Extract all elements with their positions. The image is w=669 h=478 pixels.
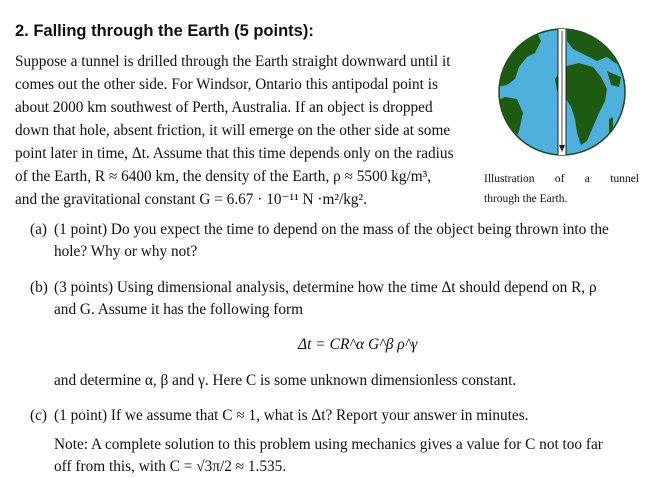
caption-word: Illustration xyxy=(484,173,535,185)
caption-word: of xyxy=(554,173,565,185)
part-text: (1 point) If we assume that C ≈ 1, what is Δt? Report your answer in minutes. xyxy=(54,407,529,424)
part-c-note xyxy=(30,434,642,478)
part-label: (a) xyxy=(30,221,47,238)
problem-intro xyxy=(15,50,475,211)
formula: Δt = CR^α G^β ρ^γ xyxy=(298,336,418,353)
intro-line: point later in time, Δt. Assume that this time depends only on the radius xyxy=(15,145,454,162)
caption-word: tunnel xyxy=(610,173,639,185)
note-text: Note: A complete solution to this problem using mechanics gives a value for C not too far xyxy=(54,436,603,453)
note-text: off from this, with C = √3π/2 ≈ 1.535. xyxy=(54,458,287,475)
intro-line: of the Earth, R ≈ 6400 km, the density of the Earth, ρ ≈ 5500 kg/m³, xyxy=(15,168,432,185)
part-text: hole? Why or why not? xyxy=(54,243,198,260)
figure-caption xyxy=(484,169,639,209)
intro-line: comes out the other side. For Windsor, Ontario this antipodal point is xyxy=(15,76,438,93)
caption-line: through the Earth. xyxy=(484,193,568,205)
part-text: (3 points) Using dimensional analysis, determine how the time Δt should depend on R, ρ xyxy=(54,279,597,296)
problem-heading: 2. Falling through the Earth (5 points): xyxy=(15,22,314,40)
part-label: (c) xyxy=(30,407,47,424)
part-b-continuation xyxy=(30,370,642,392)
earth-globe-icon xyxy=(497,27,627,157)
intro-line: and the gravitational constant G = 6.67 · 10⁻¹¹ N ·m²/kg². xyxy=(15,191,367,208)
part-label: (b) xyxy=(30,279,48,296)
part-b xyxy=(30,277,642,321)
part-text: and determine α, β and γ. Here C is some unknown dimensionless constant. xyxy=(54,372,517,389)
intro-line: about 2000 km southwest of Perth, Australia. If an object is dropped xyxy=(15,99,433,116)
part-c xyxy=(30,405,642,427)
intro-line: Suppose a tunnel is drilled through the Earth straight downward until it xyxy=(15,53,451,70)
earth-tunnel-figure xyxy=(497,27,627,157)
intro-line: down that hole, absent friction, it will emerge on the other side at some xyxy=(15,122,451,139)
part-text: (1 point) Do you expect the time to depend on the mass of the object being thrown into the xyxy=(54,221,609,238)
caption-word: a xyxy=(584,173,590,185)
part-text: and G. Assume it has the following form xyxy=(54,301,303,318)
part-a xyxy=(30,219,642,263)
